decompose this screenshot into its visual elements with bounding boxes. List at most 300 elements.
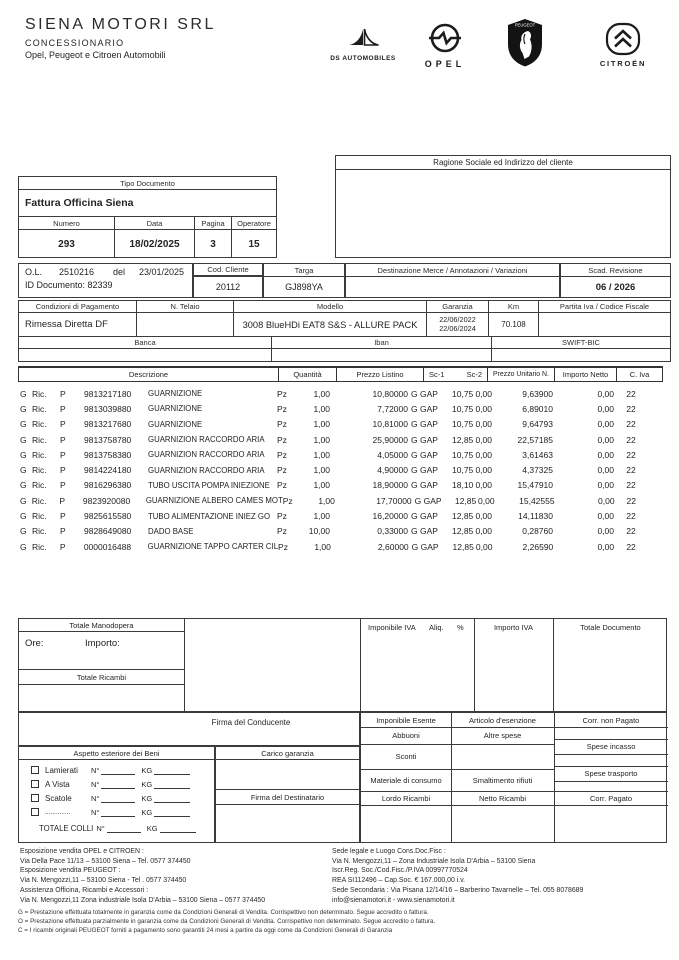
modello-label: Modello (233, 301, 426, 312)
table-row (18, 447, 648, 462)
cell-iva: 22 (626, 526, 636, 537)
carico-garanzia-label: Carico garanzia (216, 747, 359, 760)
smaltimento-label: Smaltimento rifiuti (451, 769, 554, 792)
garanzia-to: 22/06/2024 (439, 324, 476, 333)
cell-gap: G GAP (411, 541, 439, 552)
tipo-documento-label: Tipo Documento (19, 177, 276, 190)
aspetto-row (31, 791, 214, 805)
footer-line: Esposizione vendita PEUGEOT : (20, 867, 121, 875)
operatore-value: 15 (231, 230, 276, 258)
cell-qty: 1,00 (313, 449, 330, 460)
cell-iva: 22 (626, 465, 636, 476)
cell-unitario: 4,37325 (522, 465, 553, 476)
cell-code: 9816296380 (84, 480, 132, 491)
cell-type: Ric. (32, 511, 47, 522)
cell-um: Pz (277, 480, 287, 491)
manodopera-box (18, 618, 185, 712)
cell-qty: 1,00 (313, 465, 330, 476)
swift-label: SWIFT-BIC (491, 337, 670, 348)
n-line (107, 824, 141, 833)
cell-brand: P (60, 480, 66, 491)
footer-line: info@sienamotori.it - www.sienamotori.it (332, 896, 455, 904)
cell-type: Ric. (32, 388, 47, 399)
col-sc1: Sc-1 (429, 370, 445, 379)
company-tagline: Opel, Peugeot e Citroen Automobili (25, 50, 166, 60)
table-row (18, 401, 648, 416)
footer-line: Via N. Mengozzi,11 – Zona Industriale Isola D'Arbia – 53100 Siena (332, 857, 536, 865)
table-row (18, 524, 648, 539)
ore-label: Ore: (25, 638, 44, 649)
table-row (18, 539, 648, 554)
totale-manodopera-label: Totale Manodopera (19, 619, 184, 632)
condizioni-value: Rimessa Diretta DF (25, 319, 108, 330)
cell-um: Pz (277, 526, 287, 537)
condizioni-label: Condizioni di Pagamento (35, 302, 120, 311)
client-box (335, 155, 671, 258)
cell-unitario: 6,89010 (522, 403, 553, 414)
opel-logo-icon (413, 22, 477, 56)
cell-sc2: 0,00 (478, 495, 495, 506)
abbuoni-label: Abbuoni (361, 727, 451, 745)
cell-sc1: 12,85 (452, 541, 474, 552)
cell-um: Pz (277, 511, 287, 522)
km-label: Km (488, 301, 538, 312)
company-subtitle: CONCESSIONARIO (25, 38, 125, 48)
citroen-logo-icon (588, 22, 658, 56)
cell-brand: P (59, 541, 66, 552)
aspetto-row-label: Scatole (45, 793, 72, 803)
id-documento: ID Documento: 82339 (25, 280, 113, 290)
checkbox-lamierati (31, 766, 39, 774)
n-label: N° (96, 823, 105, 833)
brand-opel (413, 22, 477, 69)
n-line (101, 808, 135, 817)
scad-revisione-value: 06 / 2026 (595, 281, 636, 293)
ol-label: O.L. (25, 267, 43, 277)
imponibile-iva-label: Imponibile IVA (368, 623, 416, 632)
cell-sc2: 0,00 (475, 526, 492, 537)
cell-gap: G GAP (411, 511, 438, 522)
cell-brand: P (60, 511, 66, 522)
cell-description: GUARNIZION RACCORDO ARIA (148, 435, 265, 445)
garanzia-value (426, 313, 488, 336)
ds-logo-icon (326, 26, 400, 52)
cell-iva: 22 (626, 541, 636, 552)
lordo-ricambi-label: Lordo Ricambi (361, 791, 451, 806)
footer-line: Assistenza Officina, Ricambi e Accessori : (20, 886, 149, 894)
netto-ricambi-label: Netto Ricambi (451, 791, 554, 806)
footer-line: Via Della Pace 11/13 – 53100 Siena – Tel. 0577 374450 (20, 857, 191, 865)
cell-description: GUARNIZIONE (148, 389, 203, 399)
cell-code: 9813758380 (84, 449, 132, 460)
legend-line: O = Prestazione effettuata parzialmente in garanzia come da Condizioni Generali di Vendita. Corrispettivo non determinato. Segue accredito o fattura. (18, 918, 436, 925)
cell-code: 9813039880 (84, 403, 132, 414)
cell-sc1: 10,75 (452, 419, 474, 430)
summary-empty-box (184, 618, 361, 712)
cell-um: Pz (277, 434, 287, 445)
ol-number: 2510216 (59, 267, 95, 277)
cell-listino: 16,20000 (372, 511, 408, 522)
n-label: N° (91, 779, 100, 789)
ol-box (18, 263, 193, 298)
banca-label: Banca (134, 338, 156, 347)
cell-sc1: 12,85 (452, 526, 474, 537)
cell-gap: G GAP (411, 480, 438, 491)
kg-line (160, 824, 196, 833)
km-value: 70.108 (488, 313, 538, 336)
n-line (101, 780, 135, 789)
cell-iva: 22 (626, 495, 637, 506)
cell-type: Ric. (32, 419, 47, 430)
table-row (18, 478, 648, 493)
kg-label: KG (141, 793, 153, 803)
cell-unitario: 9,63900 (522, 388, 553, 399)
peugeot-logo-icon (499, 18, 551, 68)
scad-revisione-box (560, 263, 671, 298)
kg-line (154, 780, 190, 789)
aspetto-row (31, 763, 214, 777)
cell-unitario: 15,42555 (519, 495, 555, 506)
cell-netto: 0,00 (597, 419, 614, 430)
cod-cliente-label: Cod. Cliente (194, 264, 262, 277)
cell-gap: G GAP (414, 495, 442, 506)
aspetto-row (31, 805, 214, 819)
telaio-label: N. Telaio (136, 301, 233, 312)
cell-listino: 25,90000 (372, 434, 408, 445)
destinazione-label: Destinazione Merce / Annotazioni / Variazioni (346, 264, 559, 277)
swift-value (491, 349, 670, 361)
cell-iva: 22 (626, 419, 636, 430)
cell-unitario: 22,57185 (517, 434, 553, 445)
numero-value: 293 (58, 238, 75, 250)
targa-label: Targa (264, 264, 344, 277)
cell-type: Ric. (31, 541, 47, 552)
cell-description: DADO BASE (148, 526, 194, 536)
cell-sc2: 0,00 (475, 511, 492, 522)
cell-um: Pz (277, 388, 287, 399)
ol-del: del (113, 267, 126, 277)
aliq-label: Aliq. (429, 623, 444, 632)
cell-netto: 0,00 (597, 465, 614, 476)
destinazione-box (345, 263, 560, 298)
totale-documento-label: Totale Documento (580, 623, 641, 632)
col-civa: C. Iva (616, 368, 662, 381)
cell-description: GUARNIZIONE (148, 404, 203, 414)
aspetto-row-label: A Vista (45, 779, 70, 789)
aspetto-row (31, 777, 214, 791)
cell-qty: 10,00 (308, 526, 330, 537)
brand-peugeot (499, 18, 551, 68)
articolo-esenzione-label: Articolo d'esenzione (451, 713, 554, 728)
cell-description: TUBO ALIMENTAZIONE INIEZ GO (148, 511, 271, 521)
brand-ds (326, 26, 400, 62)
brand-opel-label: OPEL (424, 59, 466, 69)
cell-listino: 7,72000 (377, 403, 408, 414)
pagina-label: Pagina (194, 217, 231, 229)
cell-description: GUARNIZION RACCORDO ARIA (148, 450, 265, 460)
cell-um: Pz (277, 403, 287, 414)
aspetto-row-label: Lamierati (45, 765, 78, 775)
n-label: N° (91, 793, 100, 803)
cell-code: 9813217180 (84, 388, 132, 399)
footer-line: Esposizione vendita OPEL e CITROEN : (20, 848, 144, 855)
sconti-empty-cell (451, 744, 554, 770)
cell-iva: 22 (626, 403, 636, 414)
materiale-consumo-label: Materiale di consumo (361, 769, 451, 792)
cell-code: 9825615580 (84, 511, 132, 522)
checkbox-a-vista (31, 780, 39, 788)
aspetto-title: Aspetto esteriore dei Beni (19, 747, 214, 760)
iva-divider-2 (553, 619, 554, 711)
cell-netto: 0,00 (597, 480, 614, 491)
carico-garanzia-box (215, 746, 360, 843)
col-prezzo-unitario: Prezzo Unitario N. (487, 368, 554, 381)
aspetto-box (18, 746, 215, 843)
aspetto-row-label: .............. (45, 808, 71, 816)
cell-sc2: 0,00 (475, 541, 493, 552)
importo-label: Importo: (85, 638, 120, 649)
firma-conducente-box (18, 712, 360, 746)
operatore-label: Operatore (231, 217, 276, 229)
cell-type: Ric. (31, 495, 47, 506)
cell-iva: 22 (626, 434, 636, 445)
cell-listino: 10,80000 (372, 388, 408, 399)
cod-cliente-box (193, 263, 263, 298)
cell-code: 9813217680 (84, 419, 132, 430)
cell-unitario: 14,11830 (518, 511, 553, 522)
cell-um: Pz (282, 495, 293, 506)
cell-qty: 1,00 (313, 403, 330, 414)
modello-value: 3008 BlueHDi EAT8 S&S - ALLURE PACK (233, 313, 426, 336)
cell-brand: P (60, 388, 66, 399)
table-row (18, 386, 648, 401)
cell-um: Pz (277, 419, 287, 430)
table-row (18, 493, 648, 508)
cell-sc2: 0,00 (475, 434, 492, 445)
kg-label: KG (146, 823, 158, 833)
percent-label: % (457, 623, 464, 632)
cell-qty: 1,00 (313, 419, 330, 430)
brand-peugeot-label: PEUGEOT (514, 22, 536, 28)
cell-sc1: 12,85 (452, 434, 474, 445)
cell-gap: G GAP (411, 526, 438, 537)
cell-description: GUARNIZION RACCORDO ARIA (148, 465, 265, 475)
altre-spese-label: Altre spese (451, 727, 554, 745)
numero-label: Numero (53, 218, 80, 228)
items-table-body (18, 386, 648, 554)
cell-iva: 22 (626, 511, 636, 522)
cell-qty: 1,00 (313, 511, 330, 522)
pagina-value: 3 (194, 230, 231, 258)
cell-type: Ric. (32, 480, 47, 491)
cell-sc1: 12,85 (452, 511, 474, 522)
cell-description: TUBO USCITA POMPA INIEZIONE (148, 480, 270, 490)
cell-type: Ric. (32, 403, 47, 414)
client-box-title: Ragione Sociale ed Indirizzo del cliente (336, 156, 670, 170)
cell-iva: 22 (626, 449, 636, 460)
cell-unitario: 2,26590 (522, 541, 554, 552)
data-value: 18/02/2025 (114, 230, 194, 258)
cell-um: Pz (278, 541, 288, 552)
cod-cliente-value: 20112 (215, 282, 241, 292)
cell-listino: 0,33000 (377, 526, 408, 537)
cell-sc1: 10,75 (452, 465, 474, 476)
brand-citroen-label: CITROËN (599, 59, 647, 68)
cell-flag: G (20, 480, 27, 491)
footer-line: Sede legale e Luogo Cons.Doc.Fisc : (332, 848, 446, 855)
col-quantita: Quantità (278, 368, 336, 381)
cell-flag: G (20, 465, 27, 476)
brand-citroen (588, 22, 658, 68)
cell-type: Ric. (32, 434, 47, 445)
cell-description: GUARNIZIONE ALBERO CAMES MOT (145, 496, 283, 506)
cell-unitario: 0,28760 (522, 526, 553, 537)
piva-label: Partita Iva / Codice Fiscale (538, 301, 670, 312)
cell-qty: 1,00 (314, 541, 331, 552)
cell-code: 0000016488 (83, 541, 132, 552)
cell-sc2: 0,00 (475, 480, 492, 491)
cell-qty: 1,00 (313, 388, 330, 399)
imponibile-esente-label: Imponibile Esente (361, 713, 451, 728)
totale-ricambi-label: Totale Ricambi (19, 669, 184, 685)
cell-gap: G GAP (411, 434, 438, 445)
cell-gap: G GAP (411, 419, 438, 430)
kg-label: KG (141, 765, 153, 775)
cell-listino: 4,90000 (377, 465, 408, 476)
iban-value (271, 349, 491, 361)
kg-label: KG (141, 779, 153, 789)
cell-flag: G (20, 388, 27, 399)
cell-listino: 10,81000 (372, 419, 408, 430)
cell-sc2: 0,00 (475, 465, 492, 476)
cell-code: 9813758780 (84, 434, 132, 445)
vehicle-strip (18, 300, 671, 362)
kg-line (154, 766, 190, 775)
footer-line: Sede Secondaria : Via Pisana 12/14/16 – Barberino Tavarnelle – Tel. 055 8078689 (332, 886, 584, 894)
n-line (101, 766, 135, 775)
cell-gap: G GAP (411, 403, 438, 414)
cell-netto: 0,00 (597, 541, 615, 552)
table-row (18, 417, 648, 432)
cell-flag: G (20, 419, 27, 430)
col-sc2: Sc-2 (466, 370, 482, 379)
footer-right (332, 847, 672, 905)
footer-line: REA SI112496 – Cap.Soc. € 167.000,00 i.v. (332, 877, 466, 885)
cell-brand: P (59, 495, 65, 506)
cell-sc2: 0,00 (475, 388, 492, 399)
cell-netto: 0,00 (597, 511, 614, 522)
table-row (18, 462, 648, 477)
cell-flag: G (20, 541, 27, 552)
items-table-header (18, 366, 663, 382)
footer-line: Iscr.Reg. Soc./Cod.Fisc./P.IVA 00997770524 (332, 867, 468, 875)
cell-netto: 0,00 (598, 495, 615, 506)
garanzia-label: Garanzia (426, 301, 488, 312)
spese-trasporto-label: Spese trasporto (554, 766, 668, 782)
summary-grid (360, 712, 667, 843)
kg-label: KG (141, 807, 153, 817)
table-row (18, 432, 648, 447)
spese-incasso-label: Spese incasso (554, 739, 668, 755)
cell-sc1: 10,75 (452, 449, 474, 460)
cell-sc2: 0,00 (475, 449, 492, 460)
cell-listino: 17,70000 (376, 495, 412, 506)
piva-value (538, 313, 670, 336)
importo-iva-label: Importo IVA (493, 623, 534, 632)
cell-brand: P (60, 526, 66, 537)
cell-listino: 4,05000 (377, 449, 408, 460)
banca-value (19, 349, 271, 361)
cell-gap: G GAP (411, 388, 438, 399)
cell-flag: G (20, 403, 27, 414)
cell-gap: G GAP (411, 465, 438, 476)
tipo-documento-value: Fattura Officina Siena (19, 190, 276, 217)
cell-gap: G GAP (411, 449, 438, 460)
company-header (25, 16, 216, 60)
totale-colli-label: TOTALE COLLI (39, 823, 94, 833)
iva-divider-1 (474, 619, 475, 711)
cell-brand: P (60, 465, 66, 476)
cell-listino: 18,90000 (372, 480, 408, 491)
cell-unitario: 3,61463 (522, 449, 553, 460)
cell-netto: 0,00 (597, 449, 614, 460)
footer-left (20, 847, 330, 905)
cell-code: 9828649080 (84, 526, 132, 537)
n-line (101, 794, 135, 803)
cell-brand: P (60, 403, 66, 414)
table-row (18, 508, 648, 523)
corr-non-pagato-label: Corr. non Pagato (554, 713, 668, 728)
cell-netto: 0,00 (597, 403, 614, 414)
footer-line: Via N. Mengozzi,11 – 53100 Siena - Tel . 0577 374450 (20, 877, 187, 885)
firma-conducente-label: Firma del Conducente (211, 718, 291, 727)
cell-qty: 1,00 (318, 495, 335, 506)
garanzia-from: 22/06/2022 (439, 315, 476, 324)
cell-sc1: 10,75 (452, 388, 474, 399)
company-name: SIENA MOTORI SRL (25, 16, 216, 33)
cell-listino: 2,60000 (377, 541, 409, 552)
cell-flag: G (20, 526, 27, 537)
col-descrizione: Descrizione (128, 370, 169, 379)
cell-flag: G (20, 511, 27, 522)
doc-type-box (18, 176, 277, 258)
cell-sc1: 12,85 (454, 495, 477, 506)
checkbox-other (31, 808, 39, 816)
cell-iva: 22 (626, 480, 636, 491)
ol-date: 23/01/2025 (139, 267, 185, 277)
iban-label: Iban (271, 337, 491, 348)
telaio-value (136, 313, 233, 336)
scad-revisione-label: Scad. Revisione (561, 264, 670, 277)
col-importo-netto: Importo Netto (554, 368, 616, 381)
cell-unitario: 15,47910 (517, 480, 553, 491)
cell-type: Ric. (32, 526, 47, 537)
iva-summary-box (360, 618, 667, 712)
cell-code: 9814224180 (84, 465, 132, 476)
col-sconti (423, 368, 487, 381)
footer-line: Via N. Mengozzi,11 Zona industriale Isola D'Arbia – 53100 Siena – 0577 374450 (20, 896, 266, 904)
cell-netto: 0,00 (597, 388, 614, 399)
cell-netto: 0,00 (597, 434, 614, 445)
cell-um: Pz (277, 465, 287, 476)
cell-type: Ric. (32, 449, 47, 460)
cell-brand: P (60, 434, 66, 445)
cell-brand: P (60, 449, 66, 460)
brand-ds-label: DS AUTOMOBILES (330, 55, 396, 62)
legend-line: C = I ricambi originali PEUGEOT forniti a pagamento sono garantiti 24 mesi a partire da oggi come da Condizioni Generali di Garanzia (18, 927, 393, 934)
data-label: Data (114, 217, 194, 229)
cell-sc2: 0,00 (475, 419, 492, 430)
